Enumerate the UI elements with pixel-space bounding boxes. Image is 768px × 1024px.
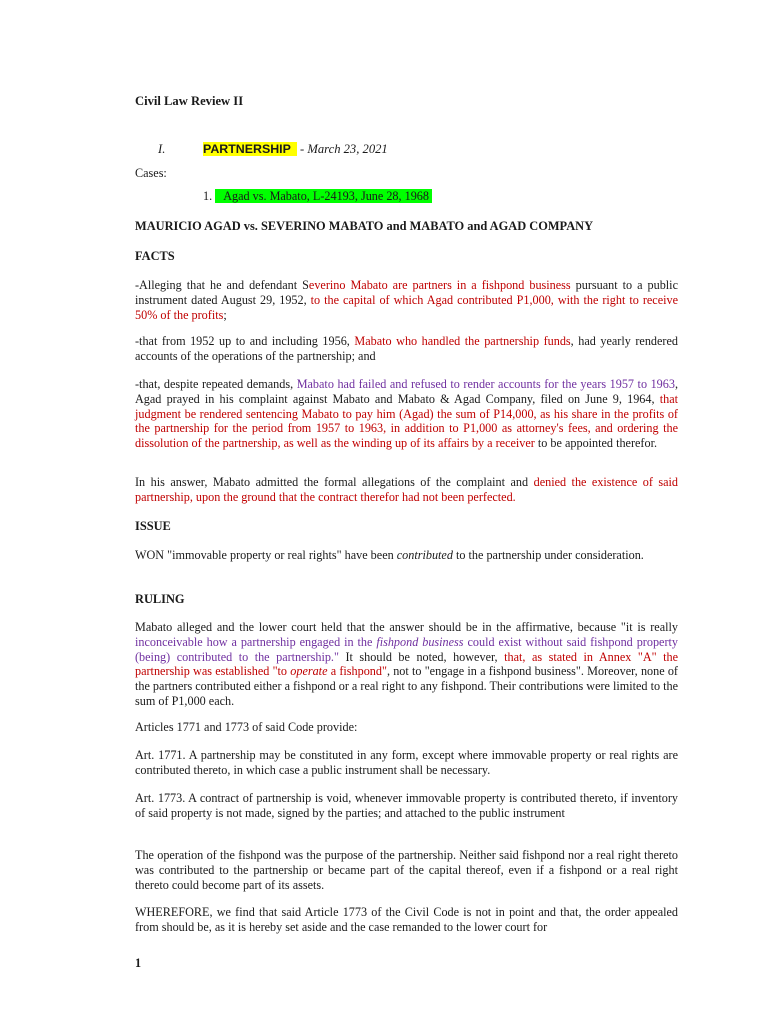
ruling-paragraph-2: Articles 1771 and 1773 of said Code provide:: [135, 720, 358, 734]
facts-paragraph-3: -that, despite repeated demands, Mabato had failed and refused to render accounts for the years 1957 to 1963, Agad prayed in his complaint against Mabato and Mabato & Agad Company, filed on June 9, 1964, that judgment be rendered sentencing Mabato to pay him (Agad) the sum of P14,000, as his share in the profits of the partnership for the period from 1957 to 1963, in addition to P1,000 as attorney's fees, and ordering the dissolution of the partnership, as well as the winding up of its affairs by a receiver to be appointed therefor.: [135, 377, 678, 451]
outline-date: - March 23, 2021: [296, 142, 388, 156]
issue-paragraph: WON "immovable property or real rights" have been contributed to the partnership under consideration.: [135, 548, 644, 562]
doc-title: Civil Law Review II: [135, 94, 244, 108]
outline-topic: PARTNERSHIP: [203, 142, 297, 156]
issue-heading: ISSUE: [135, 519, 171, 533]
article-1773-paragraph: Art. 1773. A contract of partnership is void, whenever immovable property is contributed thereto, if inventory of said property is not made, signed by the parties; and attached to the public instrument: [135, 791, 678, 820]
facts-paragraph-2: -that from 1952 up to and including 1956, Mabato who handled the partnership funds, had yearly rendered accounts of the operations of the partnership; and: [135, 334, 678, 363]
outline-heading: [203, 142, 388, 157]
facts-paragraph-1: -Alleging that he and defendant Severino Mabato are partners in a fishpond business pursuant to a public instrument dated August 29, 1952, to the capital of which Agad contributed P1,000, with the right to receive 50% of the profits;: [135, 278, 678, 322]
case-heading: MAURICIO AGAD vs. SEVERINO MABATO and MABATO and AGAD COMPANY: [135, 219, 594, 233]
facts-paragraph-4: In his answer, Mabato admitted the formal allegations of the complaint and denied the existence of said partnership, upon the ground that the contract therefor had not been perfected.: [135, 475, 678, 504]
ruling-paragraph-6: WHEREFORE, we find that said Article 1773 of the Civil Code is not in point and that, the order appealed from should be, as it is hereby set aside and the case remanded to the lower court for: [135, 905, 678, 934]
article-1771-paragraph: Art. 1771. A partnership may be constituted in any form, except where immovable property or real rights are contributed thereto, in which case a public instrument shall be necessary.: [135, 748, 678, 777]
ruling-paragraph-5: The operation of the fishpond was the purpose of the partnership. Neither said fishpond nor a real right thereto was contributed to the partnership or became part of the capital thereof, even if a fishpond or a real right thereto could become part of its assets.: [135, 848, 678, 892]
page-number: 1: [135, 956, 142, 970]
outline-numeral: I.: [158, 142, 166, 156]
cases-label: Cases:: [135, 166, 167, 180]
case-item-number: 1.: [203, 189, 213, 203]
case-list-item[interactable]: [203, 189, 432, 204]
facts-heading: FACTS: [135, 249, 175, 263]
ruling-paragraph-1: Mabato alleged and the lower court held that the answer should be in the affirmative, because "it is really inconceivable how a partnership engaged in the fishpond business could exist without said fishpond property (being) contributed to the partnership." It should be noted, however, that, as stated in Annex "A" the partnership was established "to operate a fishpond", not to "engage in a fishpond business". Moreover, none of the partners contributed either a fishpond or a real right to any fishpond. Their contributions were limited to the sum of P1,000 each.: [135, 620, 679, 708]
case-item-text[interactable]: Agad vs. Mabato, L-24193, June 28, 1968: [215, 189, 432, 203]
ruling-heading: RULING: [135, 592, 185, 606]
